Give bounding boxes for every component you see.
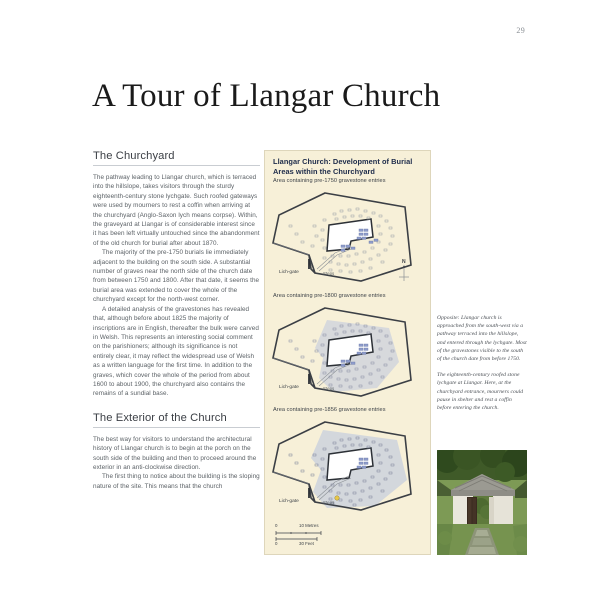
- caption-opposite: Opposite: Llangar church is approached from the south-west via a pathway terraced into the hillslope, and entered through the lychgate. Most of the gravestones visible to the south of the church date from before 1750.: [437, 315, 527, 363]
- steps-label: Steps: [323, 500, 335, 505]
- map-figure-pre-1800: [265, 293, 431, 409]
- scale-feet-zero: 0: [275, 541, 278, 546]
- scale-metres-zero: 0: [275, 523, 278, 528]
- lychgate-walls: [453, 496, 513, 528]
- paragraph: The pathway leading to Llangar church, which is terraced into the hillslope, takes visitors through the sturdy eighteenth-century stone lychgate. Such roofed gateways were used by mourners to rest a coffin when arriving at the churchyard (Anglo-Saxon lych means corpse). Within, the graveyard at Llangar is of considerable interest since it has been left virtually untouched since the abandonment of the old church for burial after about 1870.: [93, 174, 260, 247]
- map-figure-pre-1856: [265, 407, 431, 527]
- map-panel-title: Llangar Church: Development of Burial Areas within the Churchyard: [273, 157, 413, 176]
- right-caption-column: [437, 314, 527, 412]
- section-spacer: [93, 399, 260, 412]
- lichgate-label: Lich-gate: [279, 385, 299, 390]
- section-heading-exterior: The Exterior of the Church: [93, 411, 227, 424]
- north-arrow-icon: [399, 259, 409, 281]
- paragraph: The majority of the pre-1750 burials lie immediately adjacent to the building on the south side. A substantial number of graves near the north side of the church date from between 1750 and 1800. After that date, it seems the burial area was extended to cover the whole of the churchyard except for the north-west corner.: [93, 249, 260, 304]
- scale-metres-rule: [276, 531, 321, 535]
- lychgate-door: [467, 497, 477, 528]
- map-caption: Area containing pre-1750 gravestone entries: [273, 178, 386, 184]
- steps-label: Steps: [323, 386, 335, 391]
- lichgate-label: Lich-gate: [279, 270, 299, 275]
- section-churchyard: [93, 150, 260, 399]
- map-caption: Area containing pre-1800 gravestone entries: [273, 293, 386, 299]
- map-figure-pre-1750: [265, 178, 431, 294]
- lychgate-right-post: [489, 497, 494, 528]
- sundial-base-marker: [335, 496, 339, 500]
- left-text-column: [93, 150, 260, 491]
- scale-feet-label: 30 Feet: [299, 541, 314, 546]
- churchyard-plan-svg: [265, 300, 431, 409]
- paragraph: The best way for visitors to understand the architectural history of Llangar church is to begin at the porch on the south side of the building and then to proceed around the exterior in an anti-clockwise direction.: [93, 435, 257, 471]
- paragraph: The first thing to notice about the building is the sloping nature of the site. This means that the church: [93, 473, 260, 490]
- page-number: 29: [516, 26, 525, 35]
- lichgate-label: Lich-gate: [279, 499, 299, 504]
- map-caption: Area containing pre-1856 gravestone entries: [273, 407, 386, 413]
- churchyard-plan-svg: [265, 414, 431, 523]
- map-panel: [264, 150, 431, 555]
- lychgate-photograph: [437, 450, 527, 555]
- heading-rule: [93, 165, 260, 166]
- lychgate-photo-svg: [437, 450, 527, 555]
- svg-text:N: N: [402, 259, 406, 265]
- caption-lychgate: The eighteenth-century roofed stone lychgate at Llangar. Here, at the churchyard entrance, mourners could pause in shelter and rest a coffin before entering the church.: [437, 372, 524, 412]
- scale-metres-label: 10 Metres: [299, 523, 319, 528]
- map-scale-bar: [275, 521, 365, 555]
- heading-rule: [93, 427, 260, 428]
- steps-label: Steps: [323, 271, 335, 276]
- churchyard-plan-svg: [265, 185, 431, 294]
- section-heading-churchyard: The Churchyard: [93, 150, 175, 162]
- section-exterior: [93, 412, 260, 491]
- paragraph: A detailed analysis of the gravestones has revealed that, although before about 1825 the majority of inscriptions are in English, thereafter the bulk were carved in Welsh. This represents an interesting social comment on the parishioners; although its significance is not entirely clear, it may reflect the widespread use of Welsh as a written language for the first time. In addition to the graves, which cover the whole of the period from about 1600 to about 1900, the churchyard also contains the remains of a sundial base.: [93, 305, 259, 398]
- page-title: A Tour of Llangar Church: [92, 78, 441, 115]
- scale-bar-svg: [275, 521, 365, 551]
